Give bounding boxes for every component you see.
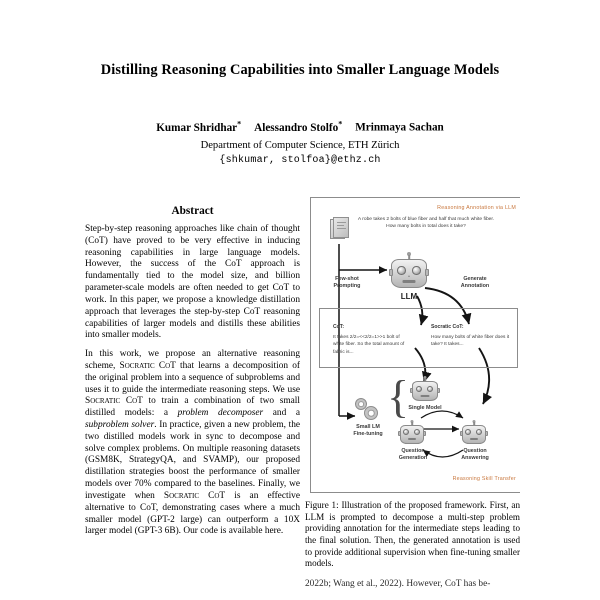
single-model-robot-icon [411,376,439,403]
abs2-subproblem-solver: subproblem solver [85,420,155,430]
cot-header: CoT: [333,324,345,330]
figure-1 [310,197,520,493]
question-answering-label: Question Answering [461,448,489,462]
abs2-b: that learns a decomposition of the original problem into a sequence of subproblems and uses it to guide the intermediate reasoning steps. We use [85,360,300,395]
socratic-cot-body: How many bolts of white fiber does it take? It takes... [431,334,510,348]
figure-top-tag: Reasoning Annotation via LLM [437,205,516,211]
abs2-socratic-cot-2: Socratic CoT [85,396,143,407]
abs2-c: to train a combination of two small distilled models: a [85,396,300,419]
abs2-socratic-cot-1: Socratic CoT [119,360,176,371]
question-answering-robot-icon [461,420,487,446]
cot-box [333,324,411,356]
abs2-f: is an effective alternative to CoT, demonstrating cases where a much smaller model (GPT-2 large) can outperform a 10X larger model (GPT-3 6B). Our code is available here. [85,490,300,537]
gears-icon [355,398,381,420]
page-title: Distilling Reasoning Capabilities into Smaller Language Models [100,62,500,78]
author-3: Mrinmaya Sachan [355,122,444,135]
author-1-footnote-marker: * [237,119,242,129]
right-column [305,196,520,600]
document-icon [330,217,351,241]
author-1: Kumar Shridhar* [156,119,242,135]
problem-statement-text: A robe takes 2 bolts of blue fiber and half that much white fiber. How many bolts in total does it take? [357,217,495,230]
figure-caption: Figure 1: Illustration of the proposed framework. First, an LLM is prompted to decompose a multi-step problem providing annotation for the intermediate steps leading to the final solution. Then, the generated annotation is used to provide additional supervision when fine-tuning smaller models. [305,500,520,569]
socratic-cot-header: Socratic CoT: [431,324,464,330]
cot-body: It takes 2/2=<<2/2=1>>1 bolt of white fiber. So the total amount of fabric is... [333,334,405,355]
socratic-cot-box [431,324,511,349]
question-generation-label: Question Generation [398,448,428,462]
few-shot-prompting-label: Few-shot Prompting [333,276,361,290]
robot-icon [389,252,429,290]
abstract-heading: Abstract [171,205,214,217]
author-2-footnote-marker: * [338,119,343,129]
abs2-d: and a [263,408,300,419]
abs2-problem-decomposer: problem decomposer [177,408,264,419]
abs2-socratic-cot-3: Socratic CoT [163,490,226,501]
question-generation-robot-icon [399,420,425,446]
affiliation: Department of Computer Science, ETH Zürich [200,140,400,152]
body-columns [0,196,600,600]
author-2: Alessandro Stolfo* [254,119,343,135]
contact-email: {shkumar, stolfoa}@ethz.ch [219,155,381,167]
single-model-label: Single Model [408,405,442,411]
figure-bottom-tag: Reasoning Skill Transfer [452,476,516,483]
generate-annotation-label: Generate Annotation [460,276,490,290]
small-lm-fine-tuning-label: Small LM Fine-tuning [353,424,383,438]
abs2-e: . In practice, given a new problem, the two distilled models work in sync to decompose and solve complex problems. On multiple reasoning datasets (GSM8K, StrategyQA, and SVAMP), our proposed distillation strategies boost the performance of smaller models over 70% compared to the baselines. Finally, we investigate when [85,420,300,501]
left-column [85,196,300,600]
abstract-paragraph-2 [85,349,300,538]
abstract-paragraph-1: Step-by-step reasoning approaches like chain of thought (CoT) have proved to be very effective in inducing reasoning capabilities in large language models. However, the success of the CoT approach is fundamentally tied to the model size, and billion parameter-scale models are often needed to get CoT to work. In this paper, we propose a knowledge distillation approach that leverages the step-by-step CoT reasoning capabilities of larger models and distills these abilities into smaller models. [85,224,300,341]
body-text-cutoff: 2022b; Wang et al., 2022). However, CoT has be- [305,578,491,589]
grouping-brace: { [387,371,410,422]
llm-label: LLM [400,292,418,301]
abs2-a: In this work, we propose an alternative reasoning scheme, [85,349,300,371]
author-list [0,119,600,136]
